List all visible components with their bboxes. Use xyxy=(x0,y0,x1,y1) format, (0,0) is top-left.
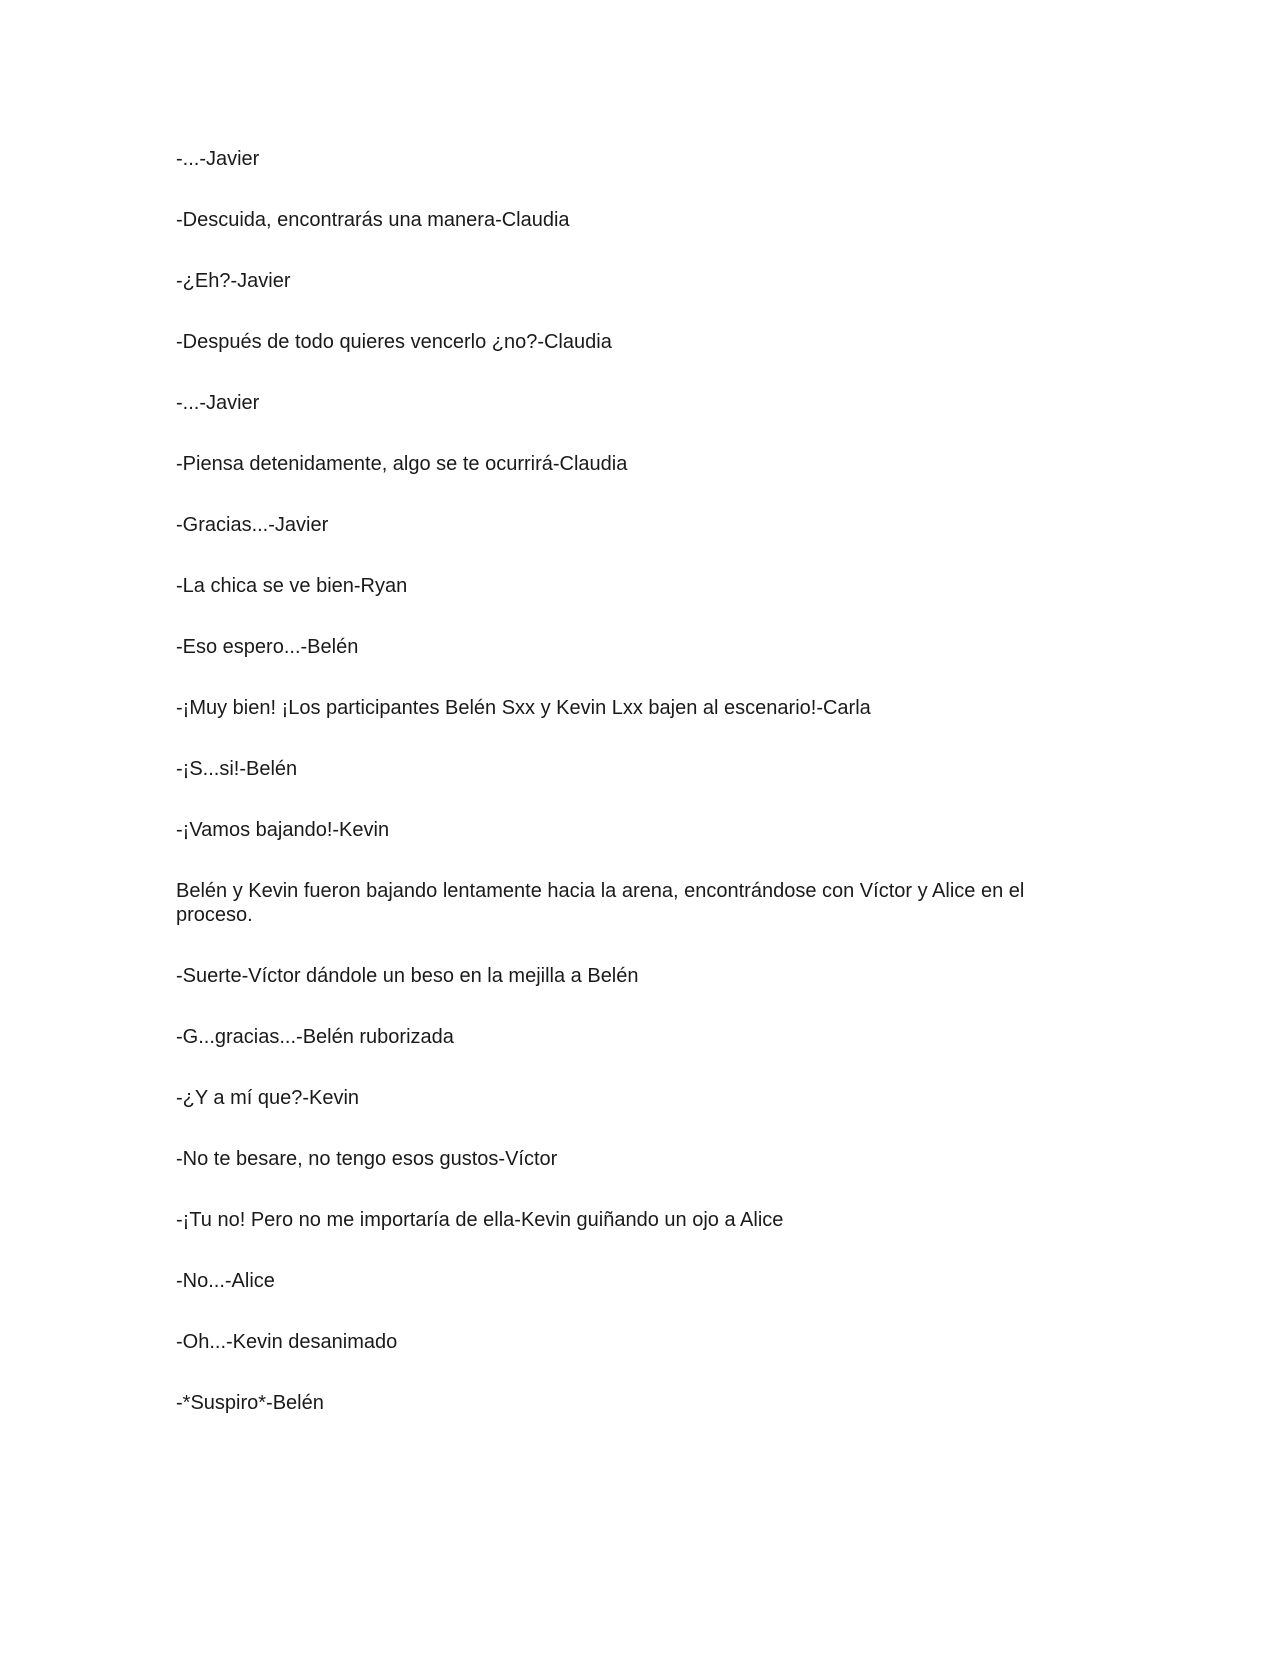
dialogue-line: -¿Y a mí que?-Kevin xyxy=(176,1087,360,1109)
dialogue-line: -*Suspiro*-Belén xyxy=(176,1392,324,1414)
narration-paragraph: Belén y Kevin fueron bajando lentamente hacia la arena, encontrándose con Víctor y Alice en el proceso. xyxy=(176,880,1025,926)
dialogue-line: -Oh...-Kevin desanimado xyxy=(176,1331,398,1353)
dialogue-line: -Eso espero...-Belén xyxy=(176,636,359,658)
dialogue-line: -Suerte-Víctor dándole un beso en la mejilla a Belén xyxy=(176,965,639,987)
dialogue-line: -Gracias...-Javier xyxy=(176,514,329,536)
dialogue-line: -Descuida, encontrarás una manera-Claudia xyxy=(176,209,570,231)
dialogue-line: -¡Tu no! Pero no me importaría de ella-Kevin guiñando un ojo a Alice xyxy=(176,1209,784,1231)
dialogue-line: -No...-Alice xyxy=(176,1270,275,1292)
dialogue-line: -...-Javier xyxy=(176,392,260,414)
dialogue-line: -...-Javier xyxy=(176,148,260,170)
dialogue-line: -La chica se ve bien-Ryan xyxy=(176,575,408,597)
dialogue-line: -Después de todo quieres vencerlo ¿no?-Claudia xyxy=(176,331,612,353)
dialogue-line: -Piensa detenidamente, algo se te ocurrirá-Claudia xyxy=(176,453,628,475)
dialogue-line: -No te besare, no tengo esos gustos-Víctor xyxy=(176,1148,558,1170)
document-page xyxy=(176,147,1076,1452)
dialogue-line: -¡Vamos bajando!-Kevin xyxy=(176,819,390,841)
dialogue-line: -¡S...si!-Belén xyxy=(176,758,298,780)
dialogue-line: -¿Eh?-Javier xyxy=(176,270,291,292)
dialogue-line: -G...gracias...-Belén ruborizada xyxy=(176,1026,454,1048)
dialogue-line: -¡Muy bien! ¡Los participantes Belén Sxx y Kevin Lxx bajen al escenario!-Carla xyxy=(176,697,871,719)
